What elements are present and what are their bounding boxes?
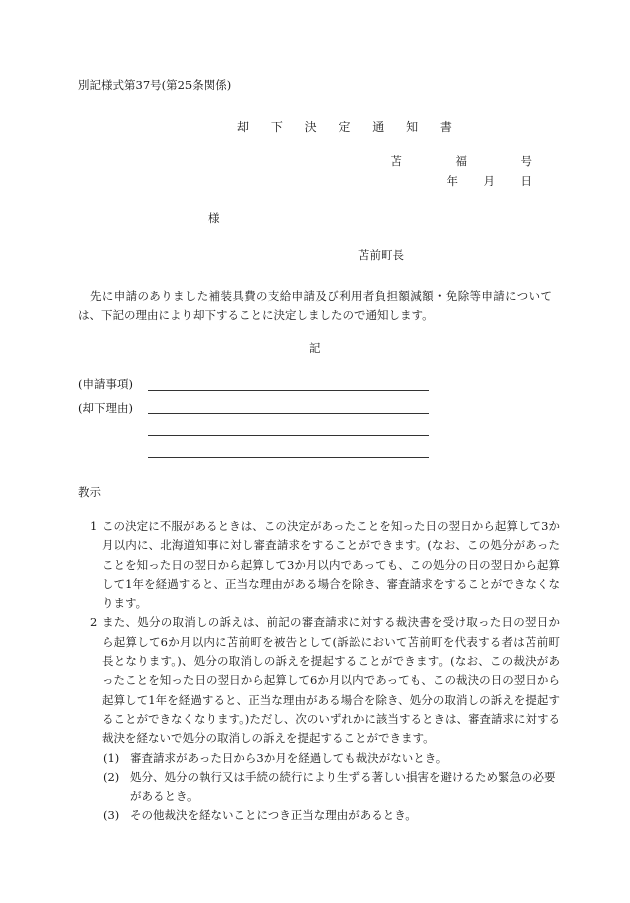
issuer: 苫前町長 <box>358 248 404 262</box>
record-heading: 記 <box>309 341 321 355</box>
instruction-text: また、処分の取消しの訴えは、前記の審査請求に対する裁決書を受け取った日の翌日から起算して6か月以内に苫前町を被告として(訴訟において苫前町を代表する者は苫前町長となります。)、処分の取消しの訴えを提起することができます。(なお、この裁決があったことを知った日の翌日から起算して6か月以内であっても、この裁決の日の翌日から起算して1年を経過すると、正当な理由がある場合を除き、処分の取消しの訴えを提起することができなくなります。)ただし、次のいずれかに該当するときは、審査請求に対する裁決を経ないで処分の取消しの訴えを提起することができます。 <box>102 615 560 746</box>
instruction-number: 2 <box>90 615 98 630</box>
application-label: (申請事項) <box>78 377 133 391</box>
document-number <box>391 156 533 168</box>
document-number-prefix: 苫 <box>390 154 402 168</box>
instruction-number: 1 <box>90 519 98 533</box>
reason-line-2 <box>148 435 429 436</box>
date-day: 日 <box>520 174 532 188</box>
document-date <box>447 176 533 188</box>
date-year: 年 <box>446 174 458 188</box>
sub-item <box>103 768 560 807</box>
reason-line-3 <box>148 457 429 458</box>
date-month: 月 <box>483 174 495 188</box>
sub-item-text: 処分、処分の執行又は手続の続行により生ずる著しい損害を避けるため緊急の必要があるとき。 <box>130 769 556 804</box>
reason-label: (却下理由) <box>78 401 133 415</box>
sub-item <box>103 749 560 768</box>
sub-item-number: (3) <box>103 808 120 823</box>
reason-line-1 <box>148 413 429 414</box>
document-title: 却 下 決 定 通 知 書 <box>237 120 461 134</box>
instruction-item <box>90 613 560 748</box>
sub-item-text: その他裁決を経ないことにつき正当な理由があるとき。 <box>130 808 417 823</box>
sub-item-number: (2) <box>103 769 120 784</box>
sub-item <box>103 806 560 825</box>
sub-item-number: (1) <box>103 750 120 765</box>
document-number-middle: 福 <box>455 154 467 168</box>
sub-item-list <box>90 749 560 826</box>
document-number-suffix: 号 <box>520 154 532 168</box>
addressee-suffix: 様 <box>208 211 220 225</box>
form-number: 別記様式第37号(第25条関係) <box>78 78 232 92</box>
instruction-text: この決定に不服があるときは、この決定があったことを知った日の翌日から起算して3か月以内に、北海道知事に対し審査請求をすることができます。(なお、この処分があったことを知った日の翌日から起算して3か月以内であっても、この処分の日の翌日から起算して1年を経過すると、正当な理由がある場合を除き、審査請求をすることができなくなります。 <box>102 519 560 611</box>
sub-item-text: 審査請求があった日から3か月を経過しても裁決がないとき。 <box>130 750 448 765</box>
instruction-item <box>90 517 560 613</box>
instruction-list <box>90 517 560 826</box>
instruction-heading: 教示 <box>78 485 101 499</box>
notice-body: 先に申請のありました補装具費の支給申請及び利用者負担額減額・免除等申請については、下記の理由により却下することに決定しましたので通知します。 <box>78 289 552 322</box>
application-line <box>148 390 429 391</box>
